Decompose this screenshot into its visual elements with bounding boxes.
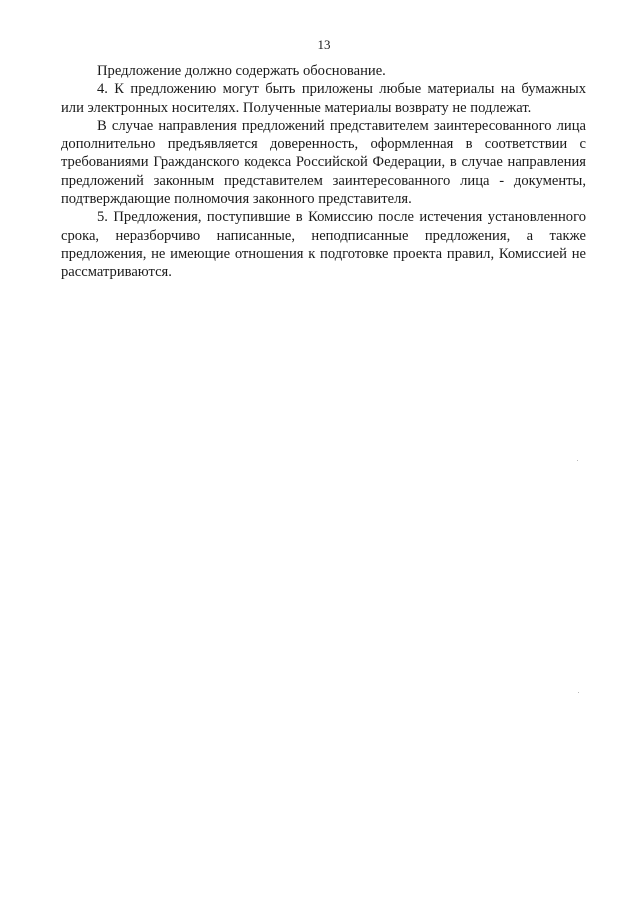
page-number: 13: [317, 37, 331, 52]
paragraph-representative: В случае направления предложений представителем заинтересованного лица дополнительно предъявляется доверенность, оформленная в соответствии с требованиями Гражданского кодекса Российской Федерации, в случае направления предложений законным представителем заинтересованного лица - документы, подтверждающие полномочия законного представителя.: [61, 117, 586, 208]
document-body: [61, 62, 586, 282]
paragraph-justification: Предложение должно содержать обоснование.: [97, 63, 386, 79]
scan-speck: [577, 460, 578, 461]
scan-speck: [578, 692, 579, 693]
paragraph-item-4: 4. К предложению могут быть приложены любые материалы на бумажных или электронных носителях. Полученные материалы возврату не подлежат.: [61, 81, 586, 116]
paragraph-item-5: 5. Предложения, поступившие в Комиссию после истечения установленного срока, неразборчиво написанные, неподписанные предложения, а также предложения, не имеющие отношения к подготовке проекта правил, Комиссией не рассматриваются.: [61, 209, 586, 281]
